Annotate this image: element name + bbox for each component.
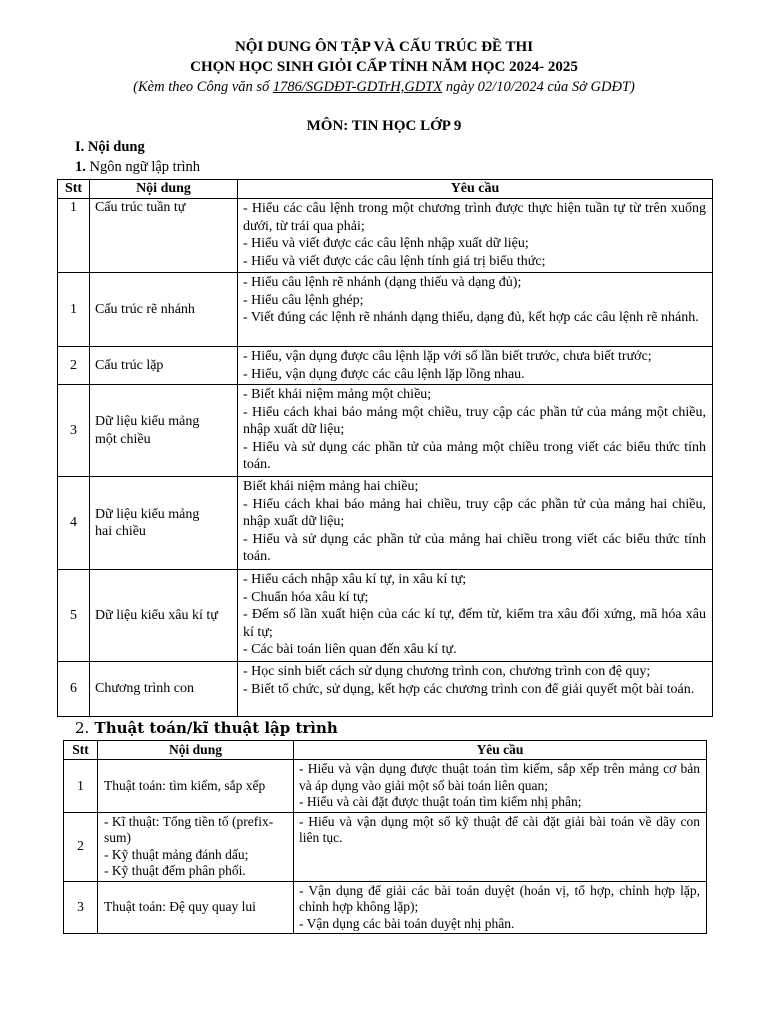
row-content — [90, 385, 238, 477]
requirement-line: - Hiểu và viết được các câu lệnh tính giá trị biểu thức; — [243, 253, 546, 269]
row-stt: 4 — [58, 477, 90, 570]
requirement-line: - Viết đúng các lệnh rẽ nhánh dạng thiếu, dạng đủ, kết hợp các câu lệnh rẽ nhánh. — [243, 310, 699, 325]
row-requirement — [294, 812, 707, 881]
requirement-line: - Hiểu và vận dụng được thuật toán tìm kiếm, sắp xếp trên mảng cơ bản và áp dụng vào giải một số bài toán liên quan; — [299, 761, 700, 793]
column-header-content: Nội dung — [90, 180, 238, 199]
subject-title: MÔN: TIN HỌC LỚP 9 — [306, 118, 462, 134]
table-row — [58, 477, 713, 570]
requirement-line: - Vận dụng các bài toán duyệt nhị phân. — [299, 915, 515, 931]
content-line: - Kĩ thuật: Tổng tiền tố (prefix-sum) — [104, 813, 274, 845]
table-row — [58, 347, 713, 385]
table-header-row — [64, 741, 707, 760]
subsection-2-heading — [75, 720, 338, 738]
row-stt: 1 — [58, 273, 90, 347]
document-header — [0, 37, 768, 97]
column-header-requirement: Yêu cầu — [294, 741, 707, 760]
section-heading: I. Nội dung — [75, 139, 145, 155]
column-header-requirement: Yêu cầu — [238, 180, 713, 199]
row-stt: 2 — [58, 347, 90, 385]
row-content — [98, 812, 294, 881]
requirement-line: - Các bài toán liên quan đến xâu kí tự. — [243, 642, 457, 657]
row-content — [98, 760, 294, 813]
header-title-line2: CHỌN HỌC SINH GIỎI CẤP TỈNH NĂM HỌC 2024- 2025 — [190, 59, 578, 75]
header-title-line1: NỘI DUNG ÔN TẬP VÀ CẤU TRÚC ĐỀ THI — [234, 39, 534, 55]
requirement-line: - Hiểu cách khai báo mảng một chiều, truy cập các phần tử của mảng một chiều, nhập xuất dữ liệu; — [243, 404, 706, 437]
column-header-content: Nội dung — [98, 741, 294, 760]
row-content — [90, 477, 238, 570]
content-line: - Kỹ thuật mảng đánh dấu; — [104, 846, 249, 862]
subsection-2-number: 2. — [75, 719, 90, 737]
row-stt: 1 — [58, 199, 90, 273]
requirement-line: - Hiểu câu lệnh rẽ nhánh (dạng thiếu và dạng đủ); — [243, 275, 522, 290]
column-header-stt: Stt — [58, 180, 90, 199]
content-line: Thuật toán: Đệ quy quay lui — [104, 899, 256, 914]
content-line: một chiều — [95, 431, 151, 447]
requirement-line: - Biết khái niệm mảng một chiều; — [243, 387, 432, 402]
requirement-line: - Hiểu câu lệnh ghép; — [243, 292, 364, 308]
row-stt: 5 — [58, 570, 90, 662]
requirement-line: - Biết tổ chức, sử dụng, kết hợp các chương trình con để giải quyết một bài toán. — [243, 681, 695, 697]
table-programming-language — [57, 179, 713, 717]
requirement-line: - Hiểu, vận dụng được các câu lệnh lặp lồng nhau. — [243, 366, 525, 382]
row-content — [90, 347, 238, 385]
header-ref-post: ngày 02/10/2024 của Sở GDĐT) — [442, 79, 635, 95]
table-row — [58, 662, 713, 717]
row-requirement — [238, 347, 713, 385]
table-row — [64, 812, 707, 881]
table-row — [58, 273, 713, 347]
row-content — [98, 881, 294, 934]
requirement-line: - Hiểu các câu lệnh trong một chương trình được thực hiện tuần tự từ trên xuống dưới, từ trái qua phải; — [243, 201, 706, 234]
row-content — [90, 662, 238, 717]
requirement-line: - Hiểu và cài đặt được thuật toán tìm kiếm nhị phân; — [299, 794, 582, 809]
row-requirement — [238, 662, 713, 717]
content-line: Cấu trúc rẽ nhánh — [95, 301, 195, 317]
requirement-line: - Chuẩn hóa xâu kí tự; — [243, 589, 369, 605]
table-algorithms — [63, 740, 707, 934]
row-requirement — [238, 570, 713, 662]
content-line: Thuật toán: tìm kiếm, sắp xếp — [104, 777, 266, 793]
content-line: - Kỹ thuật đếm phân phối. — [104, 863, 246, 878]
requirement-line: - Hiểu cách nhập xâu kí tự, in xâu kí tự; — [243, 572, 467, 587]
subsection-1-title: Ngôn ngữ lập trình — [85, 159, 201, 175]
requirement-line: Biết khái niệm mảng hai chiều; — [243, 479, 419, 494]
row-stt: 2 — [64, 812, 98, 881]
row-content — [90, 199, 238, 273]
row-content — [90, 273, 238, 347]
subsection-1-heading — [75, 159, 200, 177]
table-header-row — [58, 180, 713, 199]
requirement-line: - Hiểu và sử dụng các phần tử của mảng hai chiều trong viết các biểu thức tính toán. — [243, 531, 706, 564]
header-reference-line — [0, 77, 768, 97]
row-requirement — [238, 477, 713, 570]
requirement-line: - Đếm số lần xuất hiện của các kí tự, đếm từ, kiểm tra xâu đối xứng, mã hóa xâu kí tự; — [243, 607, 706, 640]
table-row — [58, 385, 713, 477]
column-header-stt: Stt — [64, 741, 98, 760]
requirement-line: - Hiểu và viết được các câu lệnh nhập xuất dữ liệu; — [243, 236, 529, 251]
requirement-line: - Hiểu cách khai báo mảng hai chiều, truy cập các phần tử của mảng hai chiều, nhập xuất dữ liệu; — [243, 496, 706, 529]
requirement-line: - Học sinh biết cách sử dụng chương trình con, chương trình con đệ quy; — [243, 664, 651, 679]
row-content — [90, 570, 238, 662]
row-requirement — [294, 881, 707, 934]
requirement-line: - Hiểu và sử dụng các phần tử của mảng một chiều trong viết các biểu thức tính toán. — [243, 439, 706, 472]
row-requirement — [238, 385, 713, 477]
row-requirement — [238, 273, 713, 347]
row-stt: 1 — [64, 760, 98, 813]
table-row — [64, 760, 707, 813]
content-line: Dữ liệu kiểu xâu kí tự — [95, 607, 218, 623]
table-row — [64, 881, 707, 934]
requirement-line: - Hiểu và vận dụng một số kỹ thuật để cài đặt giải bài toán về dãy con liên tục. — [299, 813, 700, 845]
content-line: Dữ liệu kiểu mảng — [95, 506, 200, 522]
row-stt: 3 — [58, 385, 90, 477]
content-line: Cấu trúc tuần tự — [95, 200, 186, 215]
content-line: Chương trình con — [95, 681, 194, 697]
header-ref-pre: (Kèm theo Công văn số — [133, 79, 273, 95]
content-line: Dữ liệu kiểu mảng — [95, 414, 200, 429]
subsection-1-number: 1. — [75, 159, 86, 175]
row-requirement — [294, 760, 707, 813]
table-row — [58, 199, 713, 273]
header-ref-number: 1786/SGDĐT-GDTrH,GDTX — [272, 79, 443, 95]
row-stt: 6 — [58, 662, 90, 717]
row-requirement — [238, 199, 713, 273]
content-line: Cấu trúc lặp — [95, 357, 164, 373]
table-row — [58, 570, 713, 662]
subsection-2-title: Thuật toán/kĩ thuật lập trình — [89, 719, 338, 737]
requirement-line: - Vận dụng để giải các bài toán duyệt (hoán vị, tổ hợp, chỉnh hợp lặp, chỉnh hợp không lặp); — [299, 882, 700, 914]
content-line: hai chiều — [95, 524, 146, 539]
row-stt: 3 — [64, 881, 98, 934]
requirement-line: - Hiểu, vận dụng được câu lệnh lặp với số lần biết trước, chưa biết trước; — [243, 349, 652, 364]
